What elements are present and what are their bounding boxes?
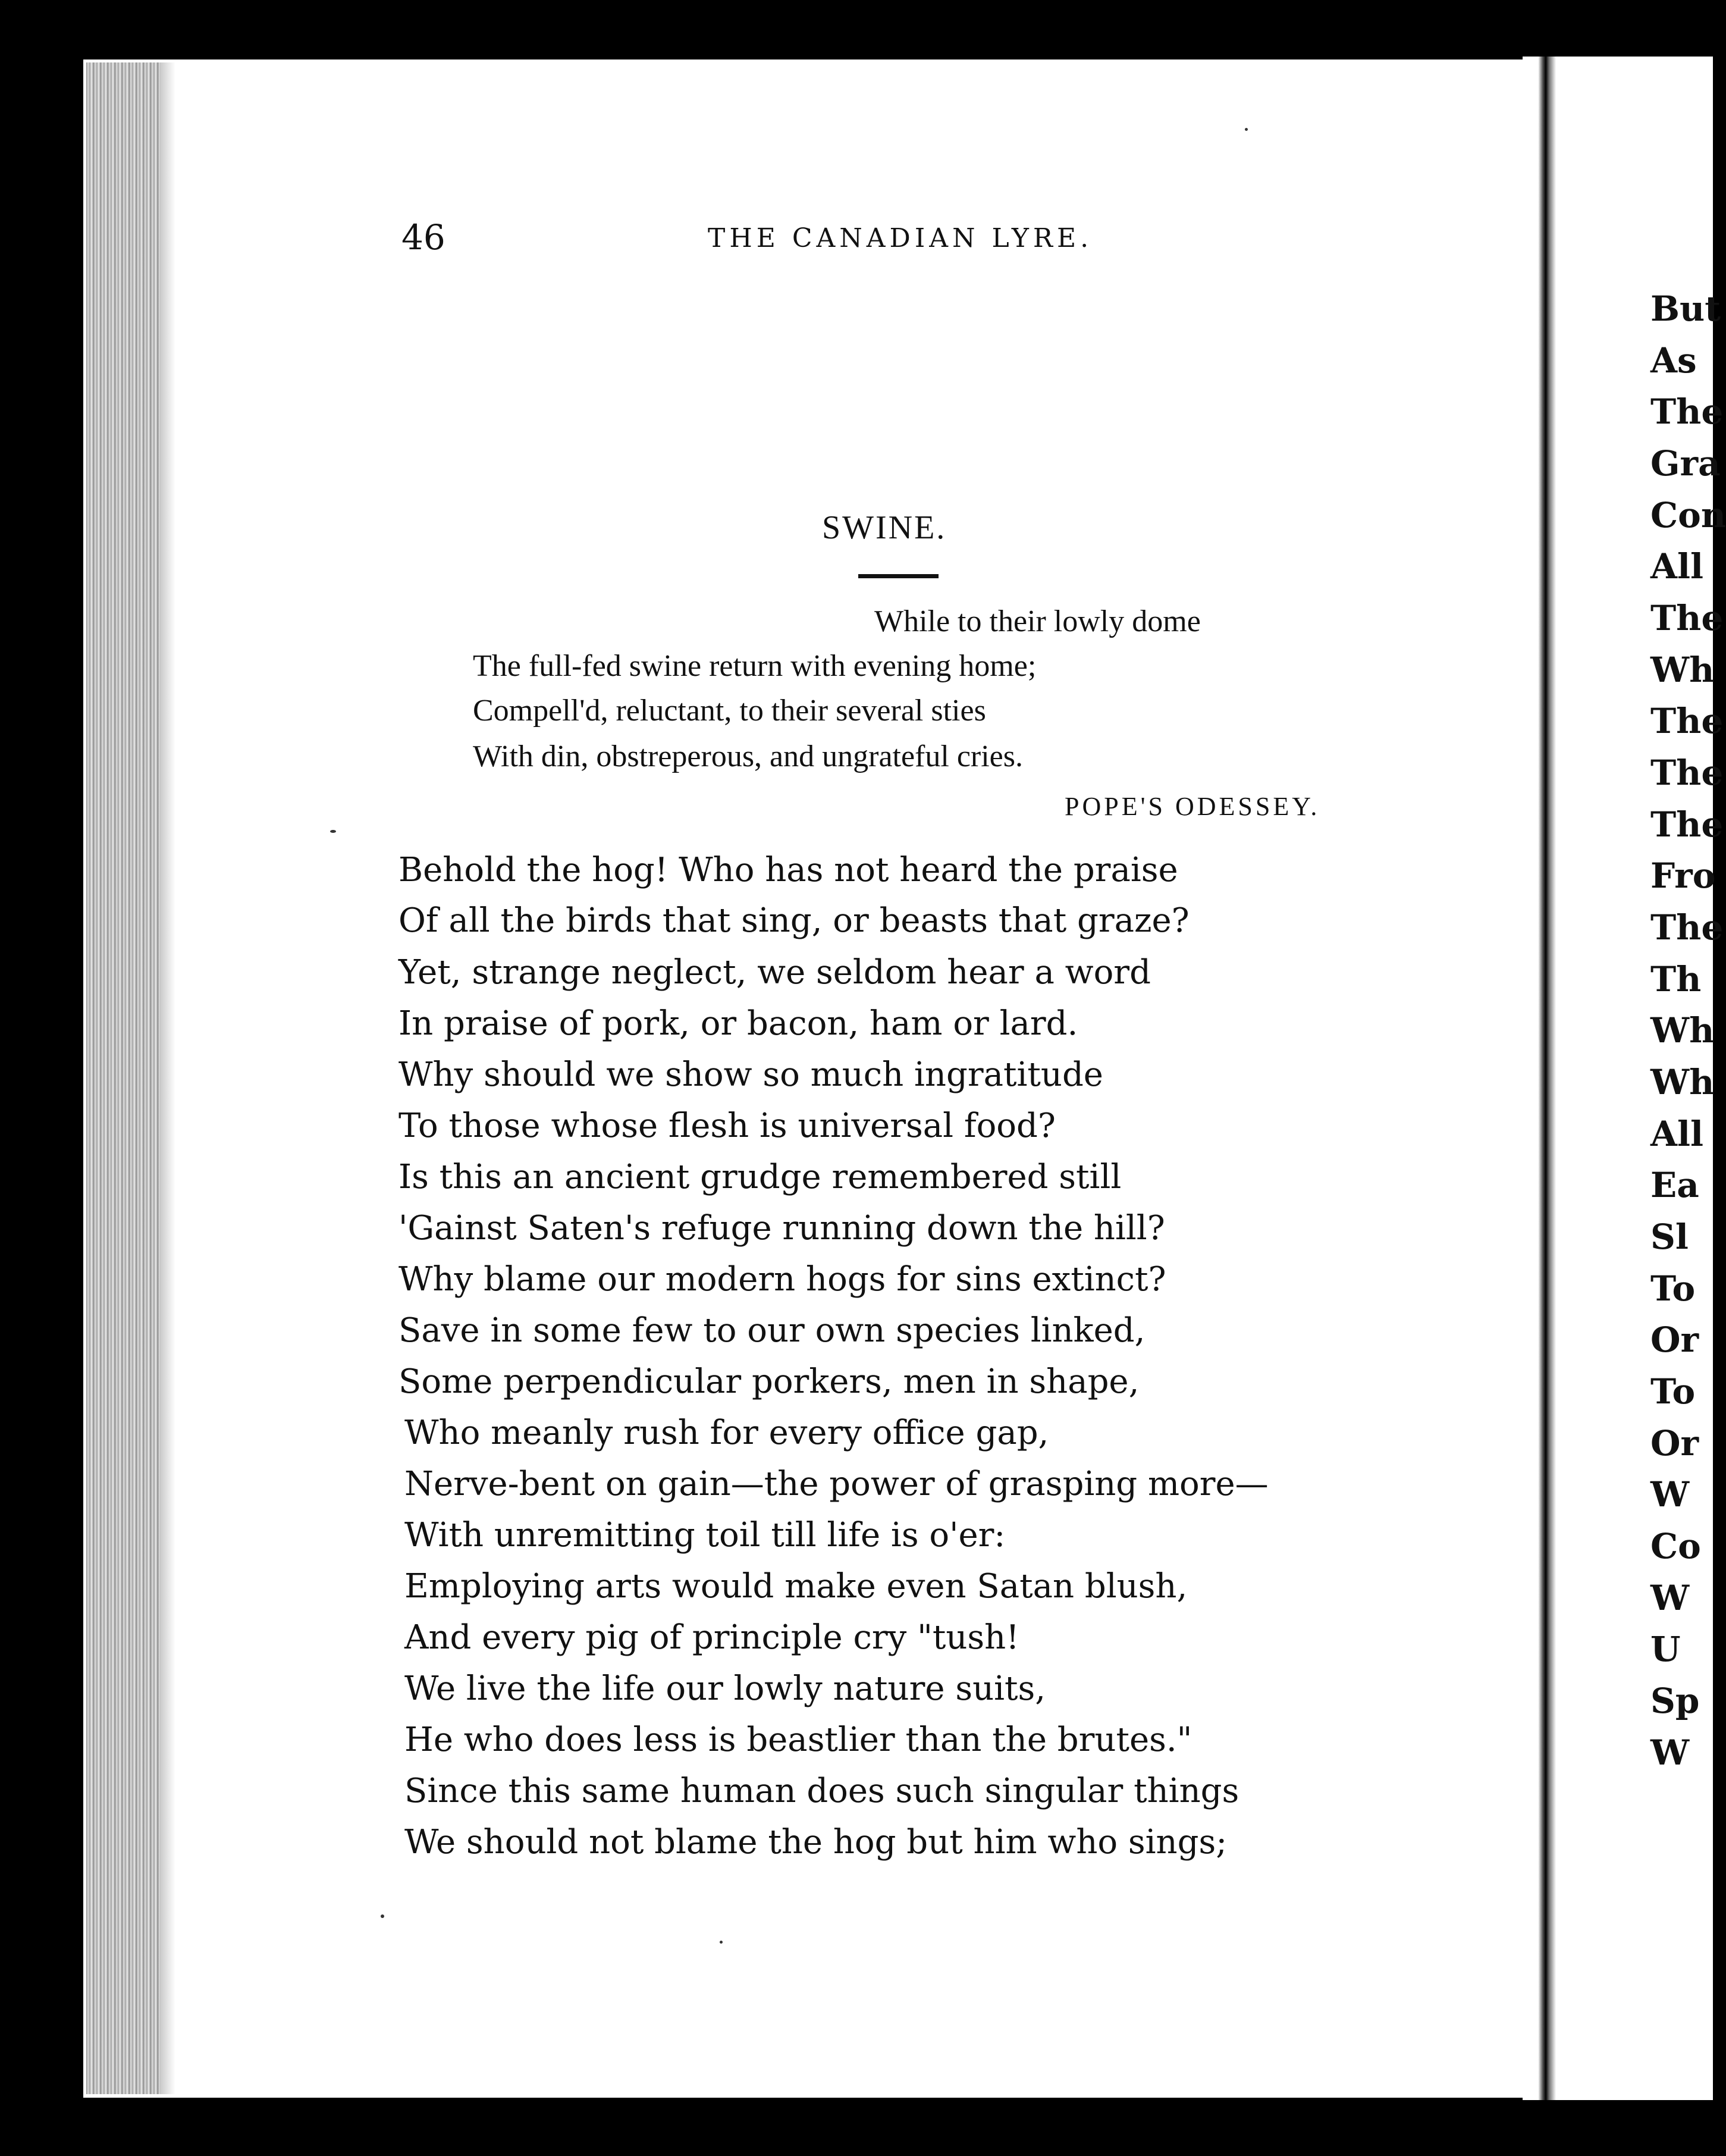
poem-line: Save in some few to our own species linked,: [398, 1311, 1146, 1350]
next-page-fragment: Or: [1650, 1423, 1699, 1464]
poem-line: Employing arts would make even Satan blush,: [404, 1567, 1188, 1606]
page-edge-shade: [161, 62, 175, 2094]
poem-line: To those whose flesh is universal food?: [398, 1107, 1056, 1145]
next-page-fragment: All: [1650, 546, 1704, 587]
epigraph-attribution: POPE'S ODESSEY.: [1065, 792, 1320, 821]
poem-line: Of all the birds that sing, or beasts that graze?: [398, 901, 1190, 940]
ink-speck: [1245, 128, 1248, 131]
running-head: THE CANADIAN LYRE.: [708, 223, 1093, 253]
poem-line: Since this same human does such singular things: [404, 1772, 1239, 1810]
next-page-fragment: Con: [1650, 495, 1726, 535]
poem-line: He who does less is beastlier than the brutes.": [404, 1721, 1192, 1759]
epigraph-line: Compell'd, reluctant, to their several sties: [473, 694, 986, 728]
next-page-fragment: Co: [1650, 1526, 1701, 1566]
poem-line: We should not blame the hog but him who sings;: [404, 1823, 1228, 1862]
poem-line: Yet, strange neglect, we seldom hear a word: [398, 953, 1151, 992]
ink-speck: [720, 1941, 723, 1944]
next-page-fragment: The: [1650, 907, 1724, 948]
next-page-fragment: The: [1650, 753, 1724, 793]
poem-line: Why blame our modern hogs for sins extinct?: [398, 1260, 1166, 1299]
next-page-fragment: The: [1650, 391, 1724, 432]
poem-line: Why should we show so much ingratitude: [398, 1055, 1103, 1094]
poem-line: 'Gainst Saten's refuge running down the hill?: [398, 1209, 1165, 1248]
next-page-fragment: As: [1650, 340, 1697, 381]
next-page-fragment: Sp: [1650, 1681, 1700, 1721]
page-edge-stack: [86, 62, 170, 2094]
next-page-fragment: Sl: [1650, 1217, 1689, 1257]
poem-title: SWINE.: [822, 509, 947, 546]
next-page-fragment: W: [1650, 1474, 1690, 1515]
page-number: 46: [401, 217, 445, 258]
next-page-fragment: Or: [1650, 1320, 1699, 1360]
ink-speck: [381, 1914, 384, 1918]
next-page-fragment: W: [1650, 1732, 1690, 1773]
poem-line: And every pig of principle cry "tush!: [404, 1618, 1019, 1657]
ink-speck: [330, 830, 336, 833]
poem-line: With unremitting toil till life is o'er:: [404, 1516, 1006, 1555]
next-page-fragment: Th: [1650, 959, 1702, 999]
poem-line: Some perpendicular porkers, men in shape,: [398, 1362, 1140, 1401]
next-page-fragment: The: [1650, 598, 1724, 638]
poem-line: Who meanly rush for every office gap,: [404, 1414, 1049, 1452]
book-gutter: [1523, 57, 1567, 2100]
next-page-fragment: Wh: [1650, 650, 1715, 690]
next-page-fragment: W: [1650, 1578, 1690, 1618]
epigraph-line: The full-fed swine return with evening home;: [473, 649, 1037, 683]
next-page-fragment: Ea: [1650, 1165, 1699, 1205]
next-page-fragment: Gra: [1650, 443, 1721, 484]
next-page-fragment: Wh: [1650, 1062, 1715, 1102]
next-page-fragment: U: [1650, 1629, 1681, 1669]
next-page-fragment: To: [1650, 1371, 1696, 1412]
next-page-fragment: Wh: [1650, 1010, 1715, 1051]
poem-line: Is this an ancient grudge remembered still: [398, 1158, 1122, 1196]
next-page-fragment: The: [1650, 804, 1724, 845]
next-page-fragment: All: [1650, 1114, 1704, 1154]
poem-line: Nerve-bent on gain—the power of grasping more—: [404, 1465, 1269, 1503]
poem-line: We live the life our lowly nature suits,: [404, 1669, 1046, 1708]
poem-line: In praise of pork, or bacon, ham or lard.: [398, 1004, 1078, 1043]
next-page-fragment: To: [1650, 1268, 1696, 1309]
next-page-fragment: But: [1650, 289, 1721, 329]
epigraph-line: While to their lowly dome: [874, 604, 1201, 638]
poem-line: Behold the hog! Who has not heard the praise: [398, 851, 1178, 889]
next-page-fragment: The: [1650, 701, 1724, 741]
epigraph-line: With din, obstreperous, and ungrateful cries.: [473, 739, 1023, 773]
title-rule: [858, 574, 939, 578]
next-page-fragment: Fro: [1650, 855, 1716, 896]
